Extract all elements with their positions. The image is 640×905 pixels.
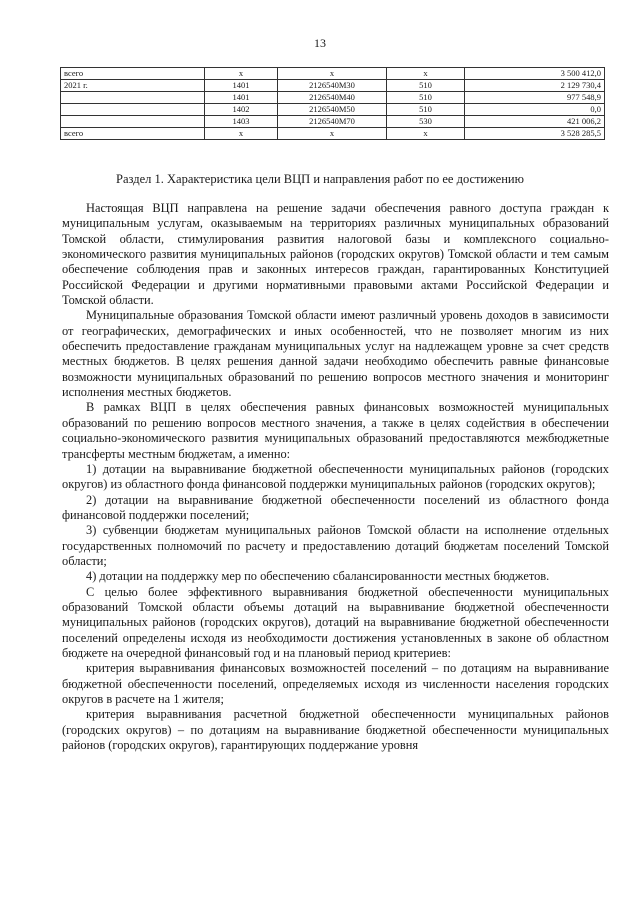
paragraph: В рамках ВЦП в целях обеспечения равных финансовых возможностей муниципальных образований по решению вопросов местного значения, а также в целях содействия в обеспечении социально-экономического развития муниципальных образований предоставляются межбюджетные трансферты местным бюджетам, а именно: [62, 400, 609, 461]
table-cell: 530 [387, 116, 465, 128]
table-cell: 977 548,9 [465, 92, 605, 104]
table-cell: 2126540M50 [278, 104, 387, 116]
table-row [61, 92, 605, 104]
table-cell: 510 [387, 92, 465, 104]
table-cell: 2 129 730,4 [465, 80, 605, 92]
table-cell: 1401 [205, 92, 278, 104]
page-number: 13 [314, 36, 326, 50]
table-cell: x [387, 68, 465, 80]
table-cell: x [205, 68, 278, 80]
table-row [61, 68, 605, 80]
table-cell: всего [61, 128, 205, 140]
table-cell: 0,0 [465, 104, 605, 116]
table-row [61, 80, 605, 92]
paragraph: Муниципальные образования Томской области имеют различный уровень доходов в зависимости от географических, демографических и иных особенностей, что не позволяет многим из них обеспечить предоставление гражданам муниципальных услуг на надлежащем уровне за счет средств местных бюджетов. В целях решения данной задачи необходимо обеспечить равные финансовые возможности муниципальных образований по решению вопросов местного значения и мониторинг исполнения местных бюджетов. [62, 308, 609, 400]
table-cell: 421 006,2 [465, 116, 605, 128]
table-cell: 1403 [205, 116, 278, 128]
table-cell [61, 104, 205, 116]
table-cell [61, 92, 205, 104]
list-item: 4) дотации на поддержку мер по обеспечению сбалансированности местных бюджетов. [86, 569, 550, 584]
list-item: 3) субвенции бюджетам муниципальных районов Томской области на исполнение отдельных государственных полномочий по расчету и предоставлению дотаций бюджетам поселений Томской области; [62, 523, 609, 568]
paragraph: Настоящая ВЦП направлена на решение задачи обеспечения равного доступа граждан к муниципальным услугам, оказываемым на территориях различных муниципальных образований Томской области, стимулирования развития налоговой базы и комплексного социально-экономического развития муниципальных районов (городских округов) Томской области и тем самым обеспечение соблюдения прав и законных интересов граждан, гарантированных Конституцией Российской Федерации и другими нормативными правовыми актами Российской Федерации и Томской области. [62, 201, 609, 308]
paragraph: С целью более эффективного выравнивания бюджетной обеспеченности муниципальных образований Томской области объемы дотаций на выравнивание бюджетной обеспеченности муниципальных районов (городских округов), дотаций на выравнивание бюджетной обеспеченности поселений определены исходя из необходимости достижения установленных в законе об областном бюджете на очередной финансовый год и на плановый период критериев: [62, 584, 609, 660]
table-cell: 2126540M30 [278, 80, 387, 92]
table-cell: x [387, 128, 465, 140]
table-cell: 510 [387, 104, 465, 116]
list-item: 1) дотации на выравнивание бюджетной обеспеченности муниципальных районов (городских округов) из областного фонда финансовой поддержки муниципальных районов (городских округов); [62, 461, 609, 492]
table-cell: 510 [387, 80, 465, 92]
table-row [61, 104, 605, 116]
table-cell: 2126540M70 [278, 116, 387, 128]
section-title: Раздел 1. Характеристика цели ВЦП и направления работ по ее достижению [116, 172, 524, 186]
table-cell: 3 500 412,0 [465, 68, 605, 80]
table-cell: x [278, 68, 387, 80]
table-cell: x [278, 128, 387, 140]
table-cell: 2126540M40 [278, 92, 387, 104]
table-cell: всего [61, 68, 205, 80]
table-cell: 1401 [205, 80, 278, 92]
table-cell: 1402 [205, 104, 278, 116]
list-item: 2) дотации на выравнивание бюджетной обеспеченности поселений из областного фонда финансовой поддержки поселений; [62, 492, 609, 522]
body-text [62, 201, 609, 753]
table-row [61, 128, 605, 140]
table-cell: 3 528 285,5 [465, 128, 605, 140]
criterion-item: критерия выравнивания расчетной бюджетной обеспеченности муниципальных районов (городских округов) – по дотациям на выравнивание бюджетной обеспеченности муниципальных районов (городских округов), гарантирующих поддержание уровня [62, 707, 609, 753]
table-cell: 2021 г. [61, 80, 205, 92]
table-row [61, 116, 605, 128]
budget-table [60, 67, 605, 140]
table-cell: x [205, 128, 278, 140]
table-cell [61, 116, 205, 128]
criterion-item: критерия выравнивания финансовых возможностей поселений – по дотациям на выравнивание бюджетной обеспеченности поселений, определяемых исходя из численности населения городских округов в расчете на 1 жителя; [62, 661, 609, 706]
